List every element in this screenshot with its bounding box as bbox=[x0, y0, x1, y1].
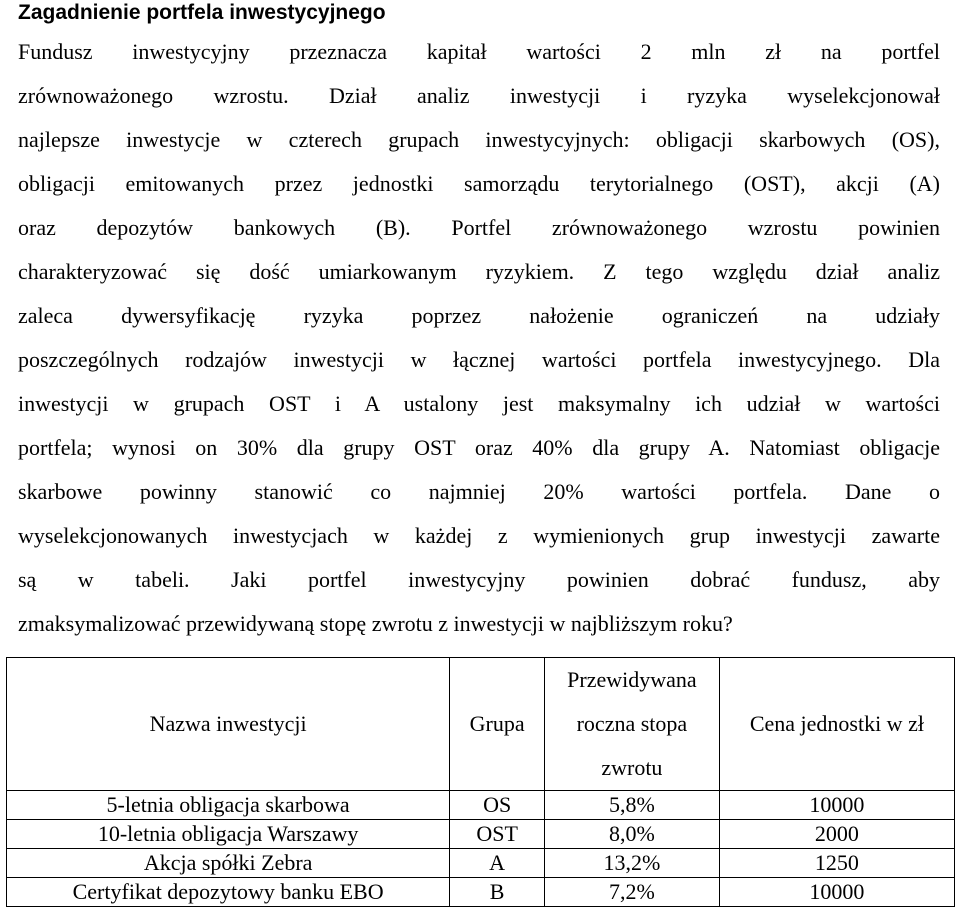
cell-group: OS bbox=[450, 791, 545, 820]
header-expected-return-line: zwrotu bbox=[601, 755, 663, 780]
cell-unit-price: 10000 bbox=[719, 878, 954, 907]
cell-unit-price: 10000 bbox=[719, 791, 954, 820]
cell-expected-return: 7,2% bbox=[545, 878, 720, 907]
cell-expected-return: 5,8% bbox=[545, 791, 720, 820]
table-row bbox=[7, 878, 955, 907]
cell-expected-return: 13,2% bbox=[545, 849, 720, 878]
paragraph-line: najlepsze inwestycje w czterech grupach inwestycyjnych: obligacji skarbowych (OS), bbox=[18, 127, 940, 152]
investment-table bbox=[6, 657, 955, 907]
paragraph-line: skarbowe powinny stanowić co najmniej 20% wartości portfela. Dane o bbox=[18, 479, 940, 504]
paragraph-line: poszczególnych rodzajów inwestycji w łącznej wartości portfela inwestycyjnego. Dla bbox=[18, 347, 940, 372]
cell-investment-name: Certyfikat depozytowy banku EBO bbox=[7, 878, 450, 907]
cell-investment-name: 10-letnia obligacja Warszawy bbox=[7, 820, 450, 849]
paragraph-line: inwestycji w grupach OST i A ustalony jest maksymalny ich udział w wartości bbox=[18, 391, 940, 416]
cell-unit-price: 2000 bbox=[719, 820, 954, 849]
header-expected-return-line: Przewidywana bbox=[567, 667, 697, 692]
table-row bbox=[7, 820, 955, 849]
paragraph-line: zaleca dywersyfikację ryzyka poprzez nałożenie ograniczeń na udziały bbox=[18, 303, 940, 328]
header-group: Grupa bbox=[450, 658, 545, 791]
paragraph-line: portfela; wynosi on 30% dla grupy OST oraz 40% dla grupy A. Natomiast obligacje bbox=[18, 435, 940, 460]
cell-unit-price: 1250 bbox=[719, 849, 954, 878]
table-row bbox=[7, 849, 955, 878]
paragraph-line: są w tabeli. Jaki portfel inwestycyjny powinien dobrać fundusz, aby bbox=[18, 567, 940, 592]
problem-paragraph bbox=[18, 30, 940, 646]
cell-group: B bbox=[450, 878, 545, 907]
paragraph-line: wyselekcjonowanych inwestycjach w każdej z wymienionych grup inwestycji zawarte bbox=[18, 523, 940, 548]
document-title: Zagadnienie portfela inwestycyjnego bbox=[18, 1, 386, 24]
header-expected-return bbox=[545, 658, 720, 791]
header-unit-price: Cena jednostki w zł bbox=[719, 658, 954, 791]
cell-group: OST bbox=[450, 820, 545, 849]
cell-expected-return: 8,0% bbox=[545, 820, 720, 849]
header-investment-name: Nazwa inwestycji bbox=[7, 658, 450, 791]
paragraph-line: oraz depozytów bankowych (B). Portfel zrównoważonego wzrostu powinien bbox=[18, 215, 940, 240]
header-expected-return-line: roczna stopa bbox=[576, 711, 688, 736]
table-row bbox=[7, 791, 955, 820]
paragraph-line: zrównoważonego wzrostu. Dział analiz inwestycji i ryzyka wyselekcjonował bbox=[18, 83, 940, 108]
table-header-row bbox=[7, 658, 955, 791]
cell-investment-name: 5-letnia obligacja skarbowa bbox=[7, 791, 450, 820]
cell-group: A bbox=[450, 849, 545, 878]
paragraph-line: zmaksymalizować przewidywaną stopę zwrotu z inwestycji w najbliższym roku? bbox=[18, 611, 733, 636]
paragraph-line: charakteryzować się dość umiarkowanym ryzykiem. Z tego względu dział analiz bbox=[18, 259, 940, 284]
paragraph-line: Fundusz inwestycyjny przeznacza kapitał wartości 2 mln zł na portfel bbox=[18, 39, 940, 64]
paragraph-line: obligacji emitowanych przez jednostki samorządu terytorialnego (OST), akcji (A) bbox=[18, 171, 940, 196]
cell-investment-name: Akcja spółki Zebra bbox=[7, 849, 450, 878]
